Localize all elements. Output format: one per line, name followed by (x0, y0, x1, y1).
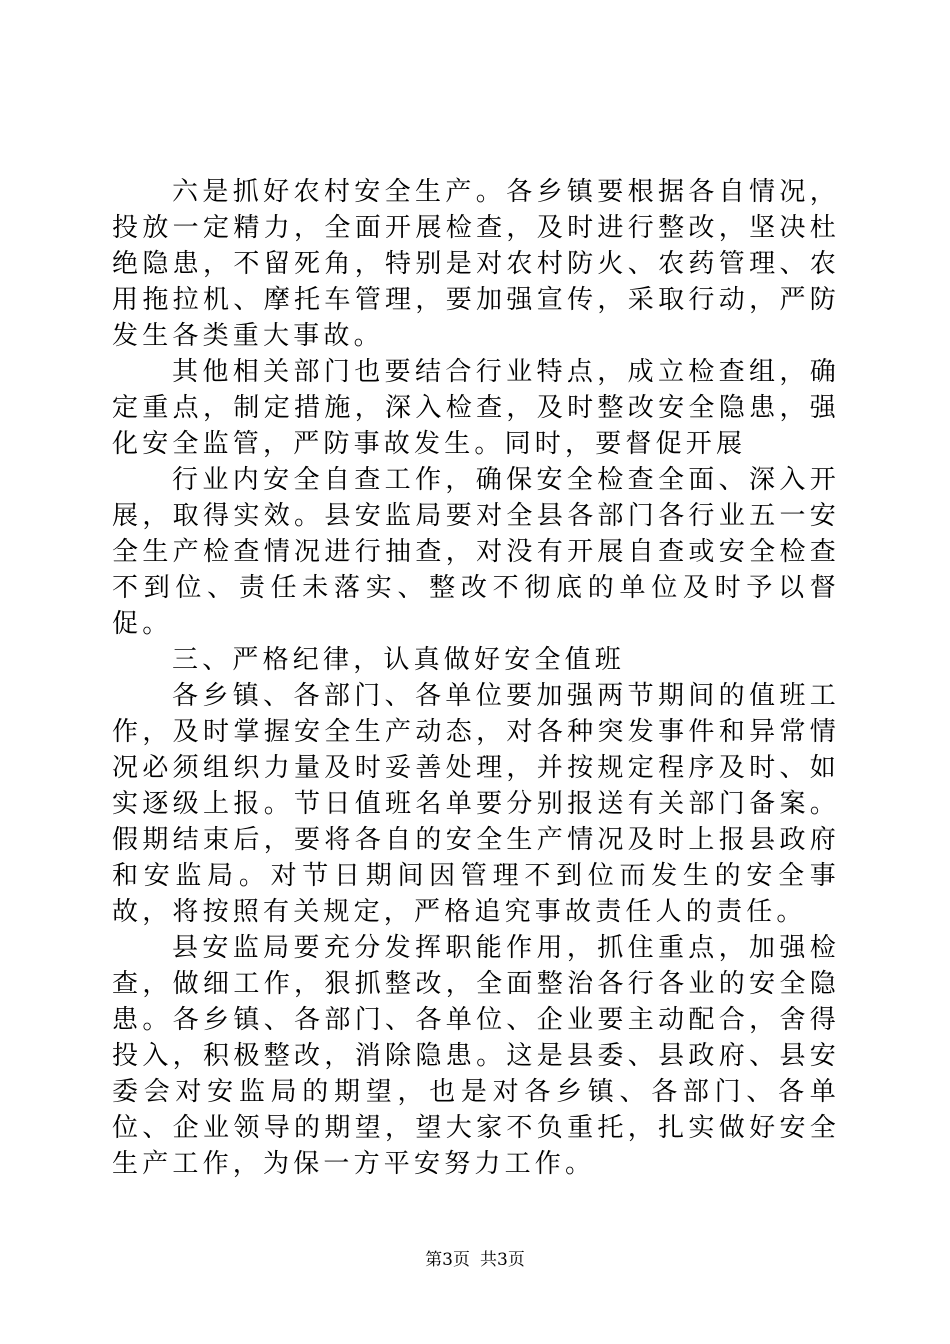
paragraph-duty-shift: 各乡镇、各部门、各单位要加强两节期间的值班工作，及时掌握安全生产动态，对各种突发事件和异常情况必须组织力量及时妥善处理，并按规定程序及时、如实逐级上报。节日值班名单要分别报送有关部门备案。假期结束后，要将各自的安全生产情况及时上报县政府和安监局。对节日期间因管理不到位而发生的安全事故，将按照有关规定，严格追究事故责任人的责任。 (112, 681, 840, 927)
page-number: 第3页 (425, 1250, 470, 1270)
section-heading-discipline: 三、严格纪律，认真做好安全值班 (172, 645, 626, 675)
paragraph-other-departments: 其他相关部门也要结合行业特点，成立检查组，确定重点，制定措施，深入检查，及时整改安全隐患，强化安全监管，严防事故发生。同时，要督促开展 (112, 357, 840, 459)
paragraph-closing: 县安监局要充分发挥职能作用，抓住重点，加强检查，做细工作，狠抓整改，全面整治各行各业的安全隐患。各乡镇、各部门、各单位、企业要主动配合，舍得投入，积极整改，消除隐患。这是县委、县政府、县安委会对安监局的期望，也是对各乡镇、各部门、各单位、企业领导的期望，望大家不负重托，扎实做好安全生产工作，为保一方平安努力工作。 (112, 933, 840, 1179)
page-footer (0, 1245, 950, 1270)
paragraph-rural-safety: 六是抓好农村安全生产。各乡镇要根据各自情况，投放一定精力，全面开展检查，及时进行整改，坚决杜绝隐患，不留死角，特别是对农村防火、农药管理、农用拖拉机、摩托车管理，要加强宣传，采取行动，严防发生各类重大事故。 (112, 177, 840, 351)
document-body (112, 174, 840, 1182)
page-total: 共3页 (480, 1250, 525, 1270)
paragraph-industry-self-check: 行业内安全自查工作，确保安全检查全面、深入开展，取得实效。县安监局要对全县各部门各行业五一安全生产检查情况进行抽查，对没有开展自查或安全检查不到位、责任未落实、整改不彻底的单位及时予以督促。 (112, 465, 840, 639)
